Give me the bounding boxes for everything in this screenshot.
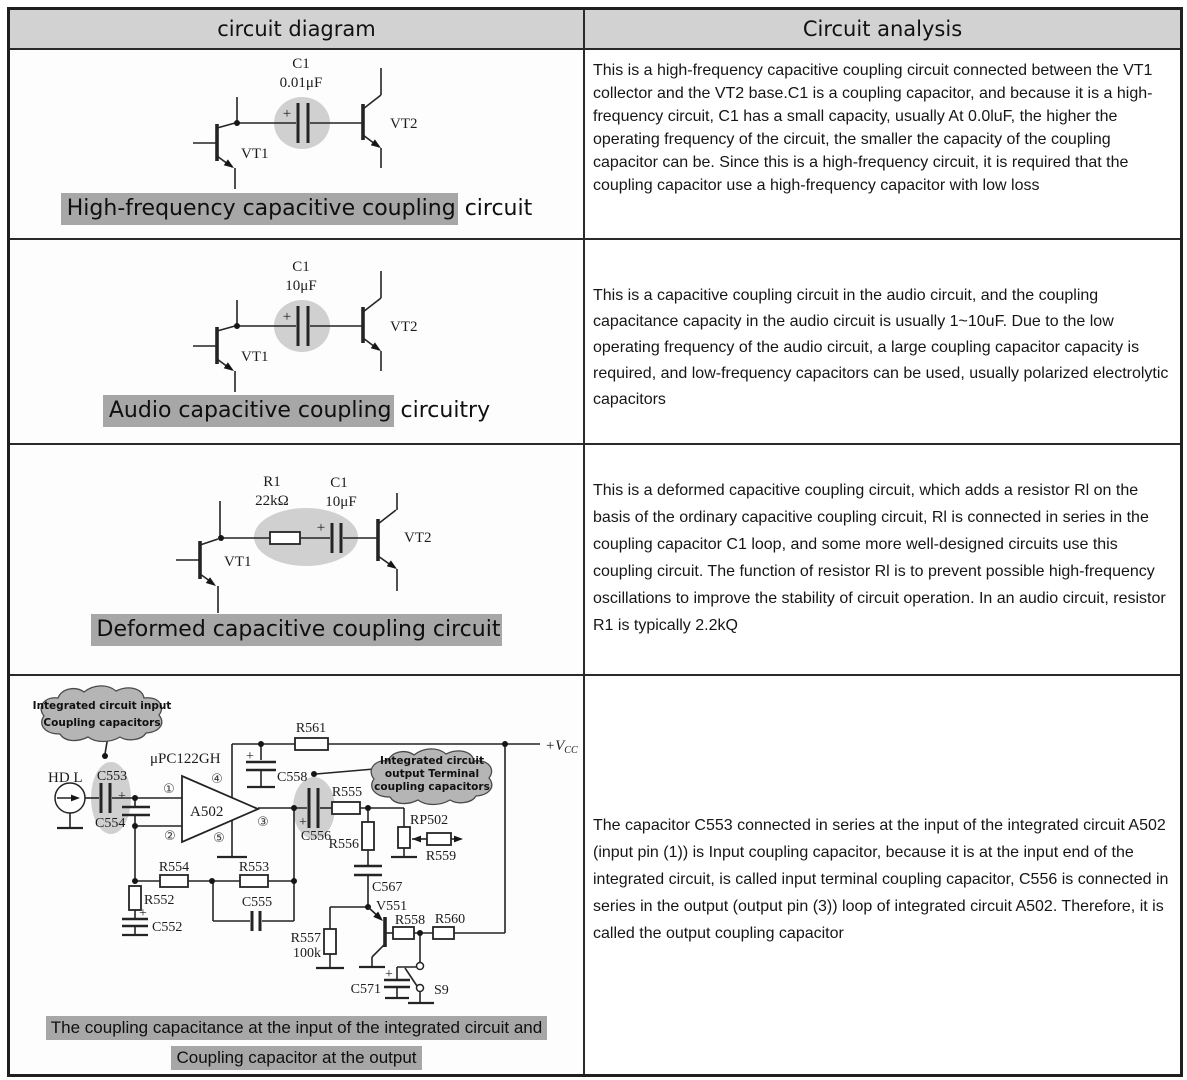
vcc-label: $+V_{CC}$ bbox=[545, 738, 578, 756]
resistor-r561 bbox=[295, 738, 328, 750]
cloud-output-line3: coupling capacitors bbox=[374, 781, 490, 793]
polarity-plus-label: + bbox=[385, 967, 393, 982]
polarity-plus-label: + bbox=[139, 906, 147, 921]
ic-name-label: A502 bbox=[190, 804, 224, 820]
pin-5-label: ⑤ bbox=[213, 831, 225, 846]
transistor-vt2 bbox=[363, 68, 383, 168]
s9-label: S9 bbox=[434, 983, 449, 998]
c555-label: C555 bbox=[241, 895, 273, 910]
table-row bbox=[10, 240, 1180, 445]
vt2-label: VT2 bbox=[390, 116, 418, 132]
r558-label: R558 bbox=[394, 913, 426, 928]
c554-label: C554 bbox=[95, 816, 126, 831]
c1-name-label: C1 bbox=[330, 475, 348, 491]
transistor-vt2 bbox=[363, 271, 383, 371]
diagram-caption bbox=[10, 196, 583, 221]
vt2-label: VT2 bbox=[404, 530, 432, 546]
transistor-vt1 bbox=[176, 535, 224, 613]
diagram-cell-audio bbox=[10, 240, 585, 443]
table-row bbox=[10, 50, 1180, 240]
c567-label: C567 bbox=[372, 880, 403, 895]
resistor-r552 bbox=[129, 886, 174, 910]
integrated-circuit-schematic bbox=[10, 676, 583, 1013]
amplifier-a502 bbox=[150, 751, 269, 857]
table-row bbox=[10, 445, 1180, 676]
capacitor-c571 bbox=[351, 967, 410, 998]
c1-value-label: 0.01μF bbox=[279, 75, 323, 91]
caption-highlighted-text: Audio capacitive coupling bbox=[103, 395, 394, 427]
analysis-text: The capacitor C553 connected in series at the input of the integrated circuit A502 (input pin (1)) is Input coupling capacitor, because it is at the input end of the integrated circuit, is called input terminal coupling capacitor, C556 is connected in series in the output (output pin (3)) loop of integrated circuit A502. Therefore, it is called the output coupling capacitor bbox=[593, 817, 1169, 942]
analysis-text: This is a deformed capacitive coupling circuit, which adds a resistor Rl on the basis of the ordinary capacitive coupling circuit, Rl is connected in series in the coupling capacitor C1 loop, and some more well-designed circuits use this coupling circuit. The function of resistor Rl is to prevent possible high-frequency oscillations to improve the stability of circuit operation. In an audio circuit, resistor R1 is typically 2.2kQ bbox=[593, 482, 1166, 634]
cloud-output-line2: output Terminal bbox=[384, 768, 480, 780]
polarity-plus-label: + bbox=[246, 749, 254, 764]
table-header-row bbox=[10, 10, 1180, 50]
caption-plain-text: circuit bbox=[457, 196, 533, 221]
r560-label: R560 bbox=[434, 912, 466, 927]
r561-label: R561 bbox=[295, 721, 327, 736]
header-circuit-analysis: Circuit analysis bbox=[802, 17, 963, 41]
r557-value-label: 100k bbox=[293, 946, 321, 961]
table-row bbox=[10, 676, 1180, 1074]
diagram-cell-high-frequency bbox=[10, 50, 585, 238]
caption-plain-text: circuitry bbox=[393, 398, 491, 423]
analysis-cell bbox=[585, 676, 1180, 1074]
hd-l-label: HD L bbox=[48, 770, 83, 786]
pin-2-label: ② bbox=[164, 829, 176, 844]
c558-label: C558 bbox=[277, 770, 308, 785]
r557-label: R557 bbox=[290, 931, 321, 946]
resistor-r554 bbox=[160, 875, 188, 887]
v551-label: V551 bbox=[376, 899, 408, 914]
transistor-vt1 bbox=[193, 323, 240, 392]
cloud-input-line1: Integrated circuit input bbox=[32, 700, 172, 712]
signal-source-hd bbox=[48, 770, 85, 828]
vt1-label: VT1 bbox=[224, 554, 252, 570]
r559-label: R559 bbox=[425, 849, 457, 864]
analysis-cell bbox=[585, 240, 1180, 443]
diagram-caption bbox=[10, 617, 583, 642]
resistor-r557 bbox=[291, 929, 344, 968]
resistor-r556 bbox=[362, 822, 374, 850]
capacitor-c567 bbox=[354, 866, 402, 895]
analysis-cell bbox=[585, 50, 1180, 238]
high-frequency-coupling-schematic bbox=[10, 50, 583, 196]
c1-name-label: C1 bbox=[292, 259, 310, 275]
diagram-caption bbox=[10, 398, 583, 423]
rp502-label: RP502 bbox=[410, 813, 449, 828]
input-coupling-callout bbox=[33, 686, 172, 759]
resistor-r560 bbox=[433, 927, 454, 939]
capacitor-c558 bbox=[246, 749, 307, 787]
c556-label: C556 bbox=[300, 829, 332, 844]
transistor-vt2 bbox=[378, 493, 399, 591]
vt2-label: VT2 bbox=[390, 319, 418, 335]
c571-label: C571 bbox=[350, 982, 381, 997]
diagram-cell-deformed bbox=[10, 445, 585, 674]
caption-line2: Coupling capacitor at the output bbox=[171, 1046, 421, 1070]
deformed-coupling-schematic bbox=[10, 445, 583, 617]
ic-part-number-label: μPC122GH bbox=[150, 751, 221, 767]
caption-highlighted-text: High-frequency capacitive coupling bbox=[61, 193, 458, 225]
pin-4-label: ④ bbox=[211, 772, 223, 787]
pin-1-label: ① bbox=[163, 782, 175, 797]
transistor-vt1 bbox=[193, 120, 240, 189]
coupling-circuit-table bbox=[7, 7, 1183, 1077]
r553-label: R553 bbox=[238, 860, 270, 875]
polarity-plus-label: + bbox=[282, 106, 292, 122]
c1-name-label: C1 bbox=[292, 56, 310, 72]
c553-label: C553 bbox=[96, 769, 128, 784]
audio-coupling-schematic bbox=[10, 240, 583, 398]
r552-label: R552 bbox=[144, 893, 175, 908]
wiper-arrow-right-icon bbox=[454, 836, 463, 843]
r1-value-label: 22kΩ bbox=[255, 493, 289, 509]
caption-line1: The coupling capacitance at the input of the integrated circuit and bbox=[46, 1016, 547, 1040]
analysis-text: This is a high-frequency capacitive coupling circuit connected between the VT1 collector and the VT2 base.C1 is a coupling capacitor, and because it is a high-frequency circuit, C1 has a small capacity, usually At 0.0luF, the higher the operating frequency of the circuit, the smaller the capacity of the coupling capacitor can be. Since this is a high-frequency circuit, it is required that the coupling capacitor use a high-frequency capacitor with low loss bbox=[593, 62, 1153, 194]
r556-label: R556 bbox=[328, 837, 359, 852]
cloud-output-line1: Integrated circuit bbox=[380, 755, 484, 767]
r1-name-label: R1 bbox=[263, 474, 281, 490]
c552-label: C552 bbox=[152, 920, 183, 935]
c1-value-label: 10μF bbox=[285, 278, 317, 294]
diagram-caption bbox=[10, 1013, 583, 1073]
r554-label: R554 bbox=[158, 860, 190, 875]
analysis-text: This is a capacitive coupling circuit in the audio circuit, and the coupling capacitance capacity in the audio circuit is usually 1~10uF. Due to the low operating frequency of the audio circuit, a large coupling capacitor capacity is required, and low-frequency capacitors can be used, usually polarized electrolytic capacitors bbox=[593, 287, 1169, 408]
polarity-plus-label: + bbox=[316, 520, 326, 536]
resistor-r1 bbox=[270, 532, 300, 544]
r555-label: R555 bbox=[331, 785, 363, 800]
vt1-label: VT1 bbox=[241, 349, 269, 365]
cloud-input-line2: Coupling capacitors bbox=[43, 717, 161, 729]
vt1-label: VT1 bbox=[241, 146, 269, 162]
polarity-plus-label: + bbox=[118, 789, 126, 804]
diagram-cell-integrated-circuit bbox=[10, 676, 585, 1074]
resistor-r559 bbox=[412, 833, 463, 864]
polarity-plus-label: + bbox=[282, 309, 292, 325]
c1-value-label: 10μF bbox=[325, 494, 357, 510]
resistor-r558 bbox=[393, 927, 414, 939]
analysis-cell bbox=[585, 445, 1180, 674]
pin-3-label: ③ bbox=[257, 815, 269, 830]
resistor-r553 bbox=[240, 875, 268, 887]
caption-highlighted-text: Deformed capacitive coupling circuit bbox=[91, 614, 503, 646]
switch-s9 bbox=[405, 963, 449, 1004]
polarity-plus-label: + bbox=[299, 815, 307, 830]
resistor-r555 bbox=[332, 802, 360, 814]
capacitor-c555 bbox=[242, 895, 272, 931]
header-circuit-diagram: circuit diagram bbox=[10, 10, 585, 48]
